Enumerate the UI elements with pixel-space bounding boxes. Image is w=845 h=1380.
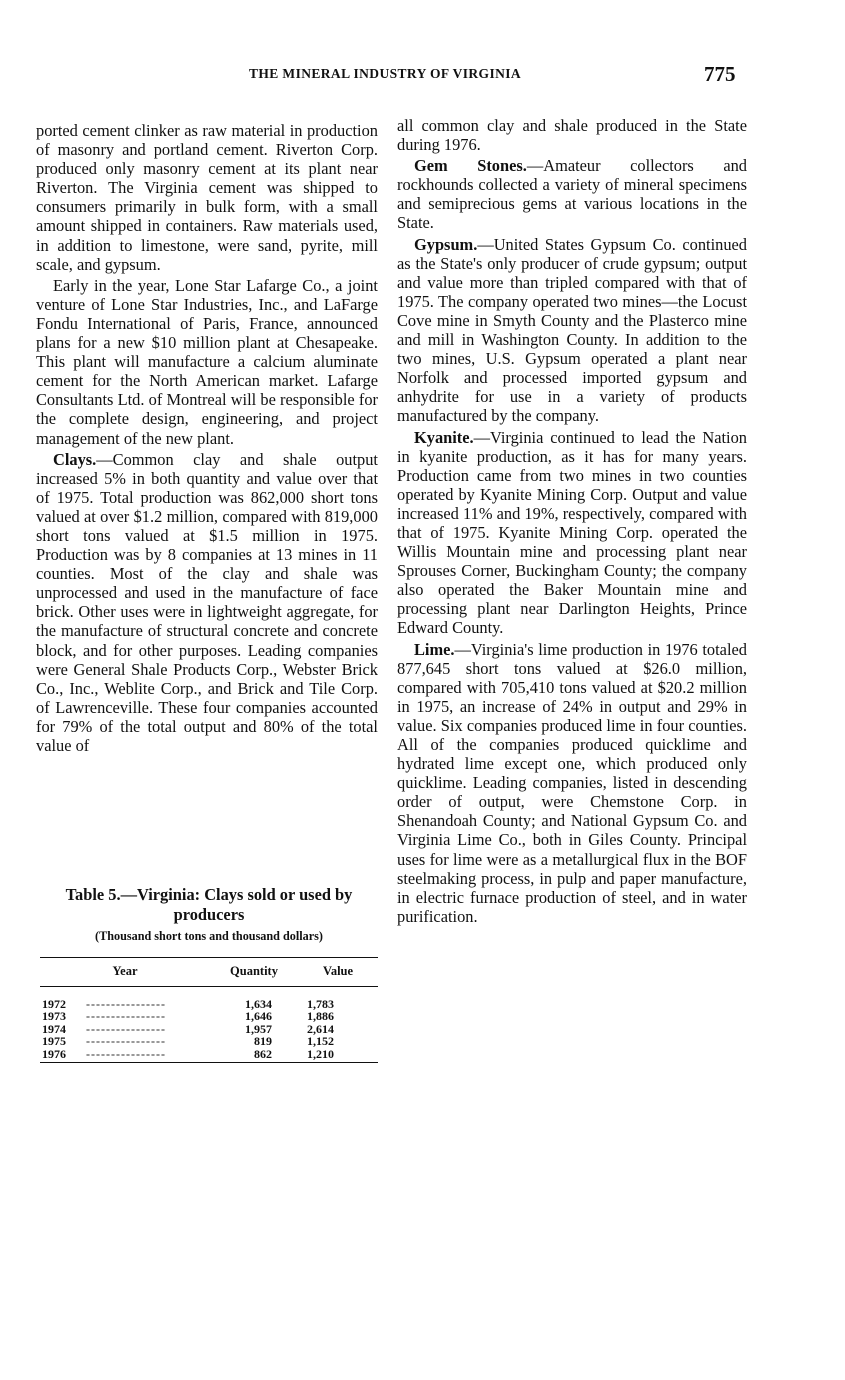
gem-stones-heading: Gem Stones. <box>414 156 527 176</box>
running-title: THE MINERAL INDUSTRY OF VIRGINIA <box>248 66 522 81</box>
lime-heading: Lime. <box>414 639 455 659</box>
kyanite-heading: Kyanite. <box>414 427 474 447</box>
cell-year: 1972 <box>42 997 66 1011</box>
cell-year: 1976 <box>42 1046 66 1061</box>
left-column <box>36 121 378 757</box>
gypsum-heading: Gypsum. <box>414 234 478 254</box>
cell-value: 2,614 <box>307 1021 334 1036</box>
paragraph-lime <box>397 640 747 926</box>
cell-year: 1975 <box>42 1034 66 1049</box>
column-header-quantity: Quantity <box>230 964 278 978</box>
paragraph-cement-continued: ported cement clinker as raw material in production of masonry and portland cement. Riverton Corp. produced only masonry cement at its plant near Riverton. The Virginia cement was shipped to consumers primarily in bulk form, with a small amount shipped in containers. Raw materials used, in addition to limestone, were sand, pyrite, mill scale, and gypsum. <box>36 121 378 274</box>
paragraph-gem-stones <box>397 156 747 232</box>
cell-value: 1,783 <box>307 997 334 1011</box>
dot-leader: ---------------- <box>86 1010 166 1023</box>
paragraph-kyanite <box>397 428 747 638</box>
page-number: 775 <box>704 62 736 86</box>
clays-heading: Clays. <box>53 449 97 469</box>
clays-table <box>40 885 378 1063</box>
column-header-year: Year <box>112 964 138 978</box>
table-subtitle: (Thousand short tons and thousand dollars) <box>95 929 323 943</box>
cell-year: 1973 <box>42 1009 66 1024</box>
table-header-row <box>40 958 378 986</box>
table-title: Table 5.—Virginia: Clays sold or used by producers <box>65 885 353 924</box>
table-bottom-rule <box>40 1062 378 1063</box>
table-body <box>40 987 378 1062</box>
dot-leader: ---------------- <box>86 1047 166 1061</box>
cell-year: 1974 <box>42 1021 66 1036</box>
column-header-value: Value <box>322 964 354 978</box>
dot-leader: ---------------- <box>86 1022 166 1036</box>
paragraph-lone-star-lafarge: Early in the year, Lone Star Lafarge Co., a joint venture of Lone Star Industries, Inc., and LaFarge Fondu International of Paris, France, announced plans for a new $10 million plant at Chesapeake. This plant will manufacture a calcium aluminate cement for the North American market. Lafarge Consultants Ltd. of Montreal will be responsible for the complete design, engineering, and project management of the new plant. <box>36 275 378 448</box>
cell-quantity: 862 <box>254 1046 272 1061</box>
dot-leader: ---------------- <box>86 1035 166 1048</box>
gypsum-text: —United States Gypsum Co. continued as the State's only producer of crude gypsum; output and value more than tripled compared with that of 1975. The company operated two mines—the Locust Cove mine in Smyth County and the Plasterco mine and mill in Washington County. In addition to the two mines, U.S. Gypsum operated a plant near Norfolk and processed imported gypsum and anhydrite for use in a variety of products manufactured by the company. <box>397 234 747 426</box>
cell-quantity: 1,646 <box>245 1009 272 1024</box>
lime-text: —Virginia's lime production in 1976 totaled 877,645 short tons valued at $26.0 million, compared with 705,410 tons valued at $20.2 million in 1975, an increase of 24% in output and 29% in value. Six companies produced lime in four counties. All of the companies produced quicklime and hydrated lime except one, which produced only quicklime. Leading companies, listed in descending order of output, were Chemstone Corp. in Shenandoah County; and National Gypsum Co. and Virginia Lime Co., both in Giles County. Principal uses for lime were as a metallurgical flux in the BOF steelmaking process, in pulp and paper manufacture, in electric furnace production of steel, and in water purification. <box>397 639 747 926</box>
kyanite-text: —Virginia continued to lead the Nation in kyanite production, as it has for many years. Production came from two mines in two counties operated by Kyanite Mining Corp. Output and value increased 11% and 19%, respectively, compared with that of 1975. Kyanite Mining Corp. operated the Willis Mountain mine and processing plant near Sprouses Corner, Buckingham County; the company also operated the Baker Mountain mine and processing plant near Darlington Heights, Prince Edward County. <box>397 427 747 638</box>
paragraph-clays-continued: all common clay and shale produced in the State during 1976. <box>397 116 747 155</box>
cell-value: 1,886 <box>307 1009 334 1024</box>
cell-quantity: 1,634 <box>245 997 272 1011</box>
gem-stones-text: —Amateur collectors and rockhounds collected a variety of mineral specimens and semiprecious gems at various locations in the State. <box>397 156 747 233</box>
cell-quantity: 819 <box>254 1034 272 1049</box>
table-row <box>40 1035 378 1047</box>
cell-quantity: 1,957 <box>245 1021 272 1036</box>
table-row <box>40 1010 378 1022</box>
paragraph-clays <box>36 450 378 756</box>
cell-value: 1,210 <box>307 1046 334 1061</box>
table-row <box>40 1048 378 1060</box>
right-column <box>397 116 747 928</box>
clays-text: —Common clay and shale output increased 5% in both quantity and value over that of 1975. Total production was 862,000 short tons valued at over $1.2 million, compared with 819,000 short tons valued at $1.5 million in 1975. Production was by 8 companies at 13 mines in 11 counties. Most of the clay and shale was unprocessed and used in the manufacture of face brick. Other uses were in lightweight aggregate, for the manufacture of structural concrete and concrete block, and for other purposes. Leading companies were General Shale Products Corp., Webster Brick Co., Inc., Weblite Corp., and Brick and Tile Corp. of Lawrenceville. These four companies accounted for 79% of the total output and 80% of the total value of <box>36 449 378 755</box>
cell-value: 1,152 <box>307 1034 334 1049</box>
dot-leader: ---------------- <box>86 998 166 1011</box>
paragraph-gypsum <box>397 235 747 426</box>
